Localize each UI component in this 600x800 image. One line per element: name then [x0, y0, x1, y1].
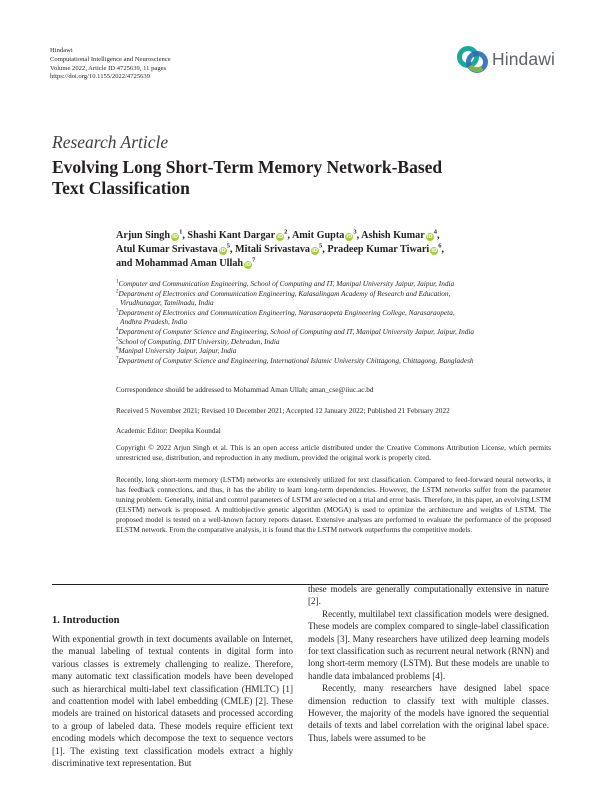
journal-name: Computational Intelligence and Neuroscience	[50, 55, 171, 63]
author-affil-marker: 5	[226, 242, 230, 250]
right-column	[308, 583, 549, 744]
journal-header	[50, 47, 171, 82]
author-name[interactable]: Amit Gupta	[291, 230, 345, 241]
publisher-name: Hindawi	[50, 47, 73, 54]
author-name[interactable]: Mitali Srivastava	[235, 244, 311, 256]
affiliation: $^6$Manipal University Jaipur, Jaipur, India	[116, 346, 237, 356]
academic-editor: Academic Editor: Deepika Koundal	[116, 426, 221, 435]
affiliation-continued: Andhra Pradesh, India	[120, 317, 188, 327]
author-affil-marker: 4	[433, 228, 438, 236]
affiliation: $^5$School of Computing, DIT University, Dehradun, India	[116, 336, 280, 346]
volume-info: Volume 2022, Article ID 4725639, 11 pages	[50, 64, 167, 72]
affiliation: $^2$Department of Electronics and Communication Engineering, Kalasalingam Academy of Research and Education,	[116, 288, 451, 298]
orcid-icon[interactable]: iD	[277, 234, 284, 240]
orcid-icon[interactable]: iD	[346, 234, 353, 240]
abstract: Recently, long short-term memory (LSTM) networks are extensively utilized for text classification. Compared to feed-forward neural networks, it has feedback connections, and thus, it has the ability to learn long-term dependencies. However, the LSTM networks suffer from the parameter tuning problem. Generally, initial and control parameters of LSTM are selected on a trial and error basis. Therefore, in this paper, an evolving LSTM (ELSTM) network is proposed. A multiobjective genetic algorithm (MOGA) is used to optimize the architecture and weights of LSTM. The proposed model is tested on a well-known factory reports dataset. Extensive analyses are performed to evaluate the performance of the proposed ELSTM network. From the comparative analysis, it is found that the LSTM network outperforms the competitive models.	[116, 475, 551, 534]
author-name[interactable]: and Mohammad Aman Ullah	[116, 258, 244, 270]
affiliation-list	[116, 279, 556, 365]
author-list	[116, 229, 556, 272]
affiliation: $^3$Department of Electronics and Communication Engineering, Narasaraopeta Engineering College, Narasaraopeta,	[116, 307, 455, 317]
affiliation: $^7$Department of Computer Science and Engineering, International Islamic University Chittagong, Chittagong, Bangladesh	[116, 355, 474, 365]
dates-line: Received 5 November 2021; Revised 10 December 2021; Accepted 12 January 2022; Published 21 February 2022	[116, 406, 450, 415]
affiliation: $^4$Department of Computer Science and Engineering, School of Computing and IT, Manipal University Jaipur, Jaipur, India	[116, 326, 475, 336]
orcid-icon[interactable]: iD	[245, 262, 252, 269]
article-type: Research Article	[52, 132, 169, 152]
author-affil-marker: 7	[252, 257, 256, 265]
author-name[interactable]: Shashi Kant Dargar	[187, 230, 276, 241]
orcid-icon[interactable]: iD	[426, 234, 433, 240]
logo-wordmark: Hindawi	[492, 49, 555, 69]
title-line: Evolving Long Short-Term Memory Network-Based	[52, 157, 443, 177]
body-paragraph: these models are generally computationally extensive in nature [2].	[308, 584, 549, 607]
doi-link[interactable]: https://doi.org/10.1155/2022/4725639	[50, 73, 151, 81]
author-affil-marker: 3	[353, 228, 357, 236]
left-column	[52, 633, 293, 769]
orcid-icon[interactable]: iD	[172, 234, 179, 240]
author-affil-marker: 2	[284, 228, 288, 236]
orcid-icon[interactable]: iD	[431, 248, 438, 255]
article-title	[52, 157, 442, 199]
author-affil-marker: 5	[319, 242, 323, 250]
orcid-icon[interactable]: iD	[312, 248, 318, 255]
author-line	[116, 257, 556, 271]
author-name[interactable]: Pradeep Kumar Tiwari	[327, 244, 430, 256]
affiliation: $^1$Computer and Communication Engineering, School of Computing and IT, Manipal University Jaipur, Jaipur, India	[116, 279, 455, 288]
correspondence-line: Correspondence should be addressed to Mohammad Aman Ullah; aman_cse@iiuc.ac.bd	[116, 385, 374, 394]
title-line: Text Classification	[52, 178, 190, 198]
author-affil-marker: 1	[179, 228, 183, 236]
author-name[interactable]: Atul Kumar Srivastava	[116, 244, 218, 256]
author-line: Atul Kumar Srivastava $iD^5$, Mitali Srivastava $iD^5$, Pradeep Kumar Tiwari $iD^6$,	[116, 242, 445, 256]
author-name[interactable]: Arjun Singh	[116, 230, 171, 241]
copyright-notice: Copyright © 2022 Arjun Singh et al. This is an open access article distributed under the Creative Commons Attribution License, which permits unrestricted use, distribution, and reproduction in any medium, provided the original work is properly cited.	[116, 443, 551, 462]
author-line: Arjun Singh $iD^1$, Shashi Kant Dargar $iD^2$, Amit Gupta $iD^3$, Ashish Kumar $iD^4$,	[116, 228, 440, 241]
body-paragraph: With exponential growth in text documents available on Internet, the manual labeling of textual contents in digital form into various classes is extremely challenging to realize. Therefore, many automatic text classification models have been developed such as hierarchical multi-label text classification (HMLTC) [1] and coattention model with label embedding (CMLE) [2]. These models are trained on historical datasets and processed according to a group of labeled data. These models require efficient text encoding models which decompose the text to sequence vectors [1]. The existing text classification models extract a highly discriminative text representation. But	[52, 634, 293, 769]
section-heading: 1. Introduction	[52, 615, 120, 626]
hindawi-logo	[456, 44, 568, 76]
body-paragraph: Recently, multilabel text classification models were designed. These models are complex compared to single-label classification models [3]. Many researchers have utilized deep learning models for text classification such as recurrent neural network (RNN) and long short-term memory (LSTM). But these models are unable to handle data imbalanced problems [4].	[308, 608, 549, 681]
author-affil-marker: 6	[438, 242, 442, 250]
body-paragraph: Recently, many researchers have designed label space dimension reduction to classify text with multiple classes. However, the majority of the models have ignored the sequential details of texts and label correlation with the original label space. Thus, labels were assumed to be	[308, 683, 549, 743]
hindawi-logo-icon	[456, 44, 490, 76]
affiliation-continued: Virudhunagar, Tamilnadu, India	[120, 298, 214, 308]
author-name[interactable]: Ashish Kumar	[361, 230, 425, 241]
orcid-icon[interactable]: iD	[219, 248, 226, 255]
